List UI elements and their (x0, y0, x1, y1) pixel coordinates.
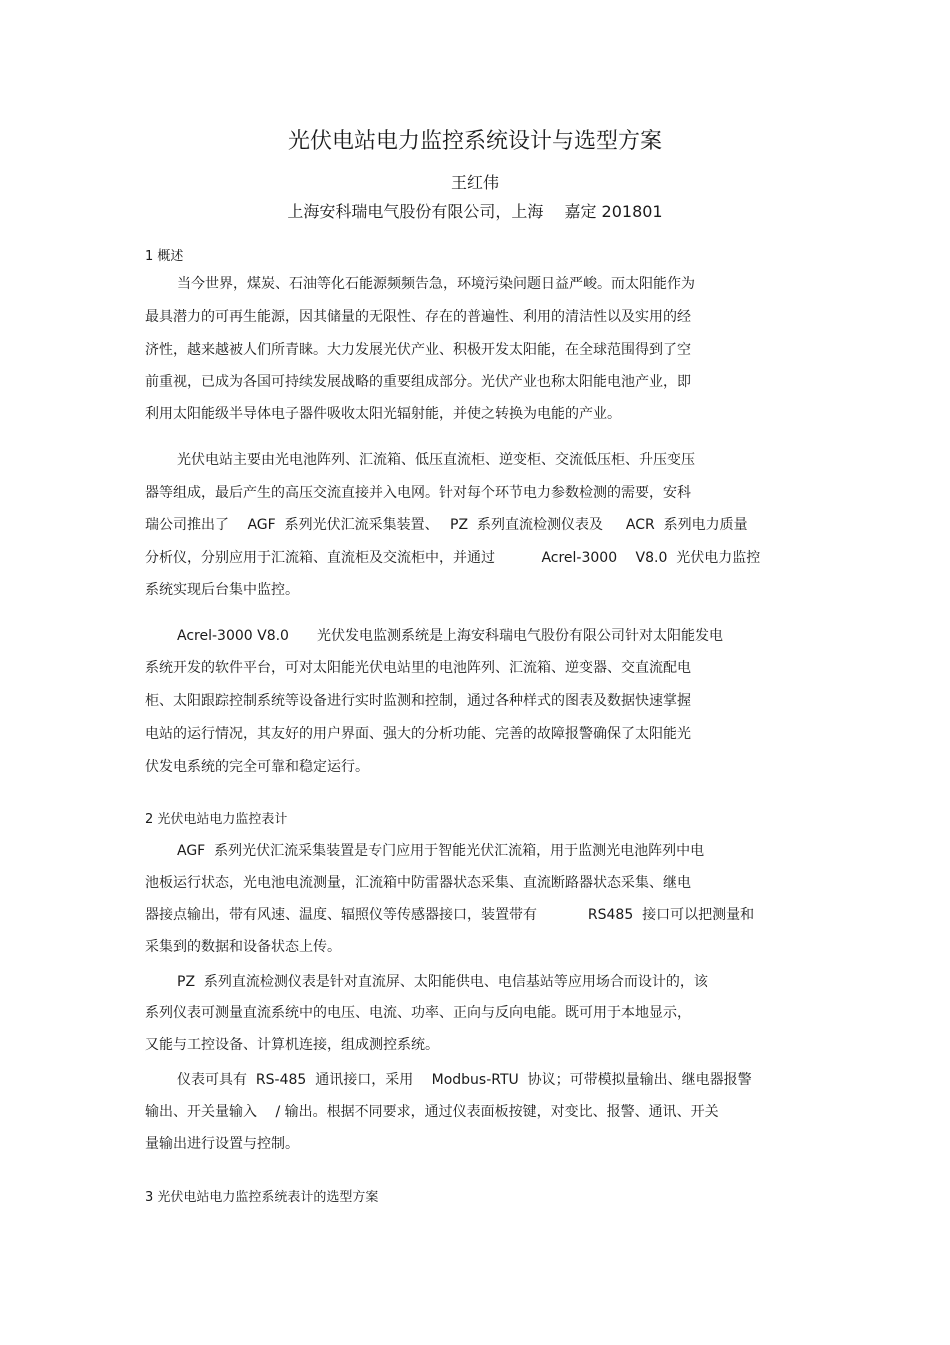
s1p3-line: 柜、太阳跟踪控制系统等设备进行实时监测和控制，通过各种样式的图表及数据快速掌握 (145, 693, 691, 709)
doc-affiliation: 上海安科瑞电气股份有限公司，上海 嘉定 201801 (287, 202, 663, 221)
s1p1-line: 最具潜力的可再生能源，因其储量的无限性、存在的普遍性、利用的清洁性以及实用的经 (145, 309, 691, 325)
s1p1-line: 利用太阳能级半导体电子器件吸收太阳光辐射能，并使之转换为电能的产业。 (145, 406, 621, 422)
s1p1-line: 济性，越来越被人们所青睐。大力发展光伏产业、积极开发太阳能，在全球范围得到了空 (145, 342, 691, 358)
doc-author: 王红伟 (450, 173, 499, 192)
section3-heading: 3 光伏电站电力监控系统表计的选型方案 (145, 1190, 379, 1205)
s1p3-line: Acrel-3000 V8.0 光伏发电监测系统是上海安科瑞电气股份有限公司针对太阳能发电 (177, 628, 723, 644)
s2p2-line: 又能与工控设备、计算机连接，组成测控系统。 (145, 1037, 439, 1053)
s1p2-line: 系统实现后台集中监控。 (145, 582, 299, 598)
s2p2-line: 系列仪表可测量直流系统中的电压、电流、功率、正向与反向电能。既可用于本地显示， (145, 1005, 691, 1021)
s2p1-line: 器接点输出，带有风速、温度、辐照仪等传感器接口，装置带有 RS485 接口可以把测量和 (145, 907, 755, 923)
s1p1-line: 前重视，已成为各国可持续发展战略的重要组成部分。光伏产业也称太阳能电池产业，即 (145, 374, 691, 390)
section2-heading: 2 光伏电站电力监控表计 (145, 812, 288, 827)
s1p2-line: 光伏电站主要由光电池阵列、汇流箱、低压直流柜、逆变柜、交流低压柜、升压变压 (177, 452, 695, 468)
section1-heading: 1 概述 (145, 249, 184, 264)
s2p1-line: AGF 系列光伏汇流采集装置是专门应用于智能光伏汇流箱，用于监测光电池阵列中电 (177, 843, 705, 859)
s2p3-line: 仪表可具有 RS-485 通讯接口，采用 Modbus-RTU 协议；可带模拟量输出、继电器报警 (177, 1072, 752, 1088)
s1p2-line: 瑞公司推出了 AGF 系列光伏汇流采集装置、 PZ 系列直流检测仪表及 ACR 系列电力质量 (145, 517, 748, 533)
s1p2-line: 器等组成，最后产生的高压交流直接并入电网。针对每个环节电力参数检测的需要，安科 (145, 485, 691, 501)
s2p3-line: 输出、开关量输入 / 输出。根据不同要求，通过仪表面板按键，对变比、报警、通讯、开关 (145, 1104, 719, 1120)
s2p1-line: 池板运行状态，光电池电流测量，汇流箱中防雷器状态采集、直流断路器状态采集、继电 (145, 875, 691, 891)
s2p1-line: 采集到的数据和设备状态上传。 (145, 939, 341, 955)
s2p2-line: PZ 系列直流检测仪表是针对直流屏、太阳能供电、电信基站等应用场合而设计的，该 (177, 974, 708, 990)
s1p2-line: 分析仪，分别应用于汇流箱、直流柜及交流柜中，并通过 Acrel-3000 V8.0 光伏电力监控 (145, 550, 761, 566)
s1p3-line: 系统开发的软件平台，可对太阳能光伏电站里的电池阵列、汇流箱、逆变器、交直流配电 (145, 660, 691, 676)
s1p3-line: 伏发电系统的完全可靠和稳定运行。 (145, 759, 369, 775)
s1p1-line: 当今世界，煤炭、石油等化石能源频频告急，环境污染问题日益严峻。而太阳能作为 (177, 276, 695, 292)
doc-title: 光伏电站电力监控系统设计与选型方案 (287, 129, 662, 154)
s2p3-line: 量输出进行设置与控制。 (145, 1136, 299, 1152)
s1p3-line: 电站的运行情况，其友好的用户界面、强大的分析功能、完善的故障报警确保了太阳能光 (145, 726, 691, 742)
